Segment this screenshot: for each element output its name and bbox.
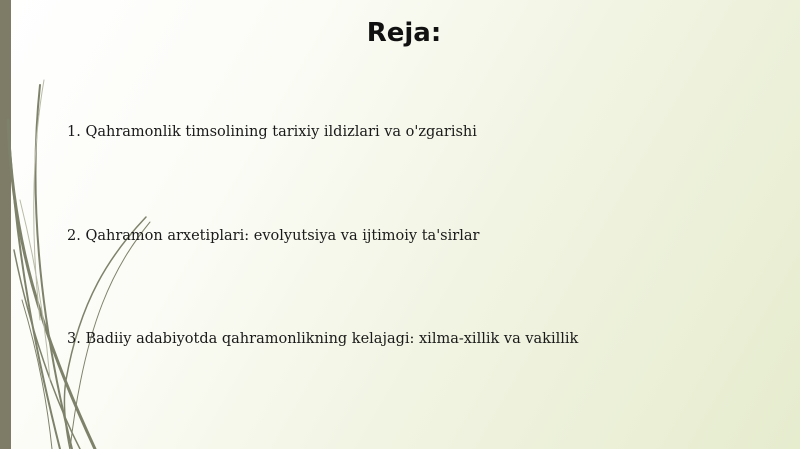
plan-item-3: 3. Badiiy adabiyotda qahramonlikning kelajagi: xilma-xillik va vakillik xyxy=(67,331,579,347)
plan-item-1: 1. Qahramonlik timsolining tarixiy ildizlari va o'zgarishi xyxy=(67,124,477,140)
plan-item-2: 2. Qahramon arxetiplari: evolyutsiya va ijtimoiy ta'sirlar xyxy=(67,228,480,244)
slide-title: Reja: xyxy=(366,18,442,48)
